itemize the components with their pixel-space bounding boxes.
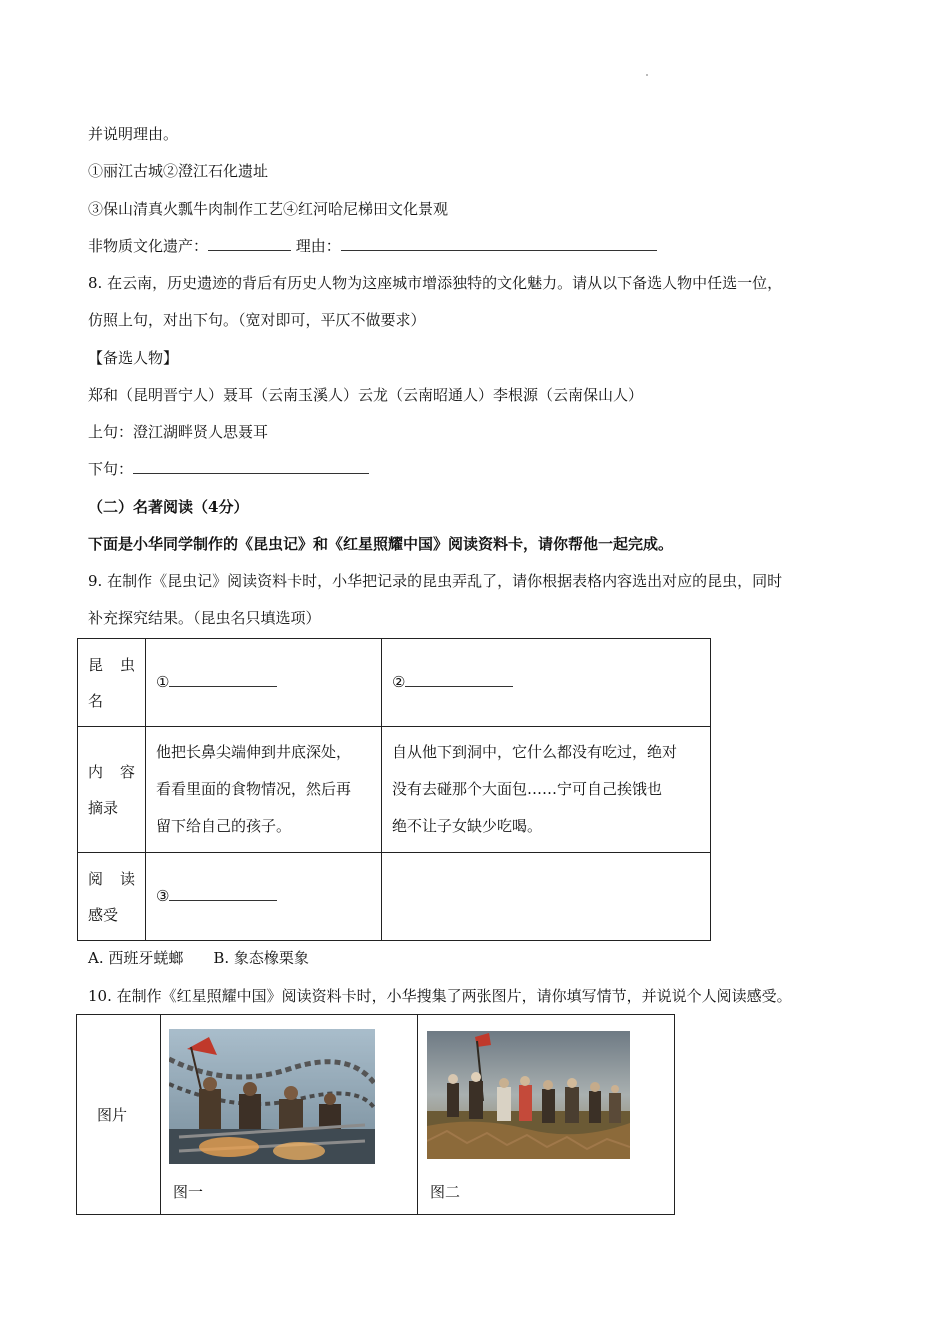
answer-cell-1[interactable] bbox=[146, 639, 382, 727]
lower-couplet-label: 下句： bbox=[88, 460, 134, 478]
candidates-list: 郑和（昆明晋宁人）聂耳（云南玉溪人）云龙（云南昭通人）李根源（云南保山人） bbox=[88, 386, 644, 404]
excerpt-line: 绝不让子女缺少吃喝。 bbox=[392, 817, 543, 835]
question-8-line2: 仿照上句，对出下句。（宽对即可，平仄不做要求） bbox=[88, 311, 426, 329]
table-row bbox=[78, 639, 711, 727]
painting-image-2 bbox=[427, 1031, 630, 1159]
text-line: ③保山清真火瓢牛肉制作工艺④红河哈尼梯田文化景观 bbox=[88, 200, 449, 218]
scan-dot bbox=[646, 74, 648, 76]
table-row bbox=[77, 1015, 675, 1215]
header-text: 图片 bbox=[97, 1106, 128, 1124]
picture-table bbox=[76, 1014, 675, 1215]
excerpt-cell-1 bbox=[146, 727, 382, 853]
text-line: 并说明理由。 bbox=[88, 125, 179, 143]
insect-options: A. 西班牙蜣螂 B. 象态橡栗象 bbox=[88, 949, 309, 967]
blank-heritage[interactable] bbox=[208, 236, 291, 251]
question-8-line1: 8. 在云南，历史遗迹的背后有历史人物为这座城市增添独特的文化魅力。请从以下备选人物中任选一位， bbox=[88, 274, 783, 292]
header-cell bbox=[78, 853, 146, 941]
excerpt-cell-2 bbox=[382, 727, 711, 853]
candidates-title: 【备选人物】 bbox=[88, 349, 179, 367]
header-cell bbox=[78, 727, 146, 853]
picture-cell-1 bbox=[161, 1015, 418, 1215]
table-row bbox=[78, 853, 711, 941]
excerpt-line: 没有去碰那个大面包……宁可自己挨饿也 bbox=[392, 780, 663, 798]
table-row bbox=[78, 727, 711, 853]
cell-marker: ③ bbox=[156, 887, 170, 905]
answer-line-heritage bbox=[88, 236, 657, 256]
lower-couplet-line bbox=[88, 459, 369, 479]
header-text: 阅 读 bbox=[88, 869, 135, 888]
label-heritage: 非物质文化遗产： bbox=[88, 237, 209, 255]
question-9-line2: 补充探究结果。（昆虫名只填选项） bbox=[88, 609, 321, 627]
picture-caption-2: 图二 bbox=[430, 1183, 461, 1201]
painting-1-svg bbox=[169, 1029, 375, 1164]
picture-cell-2 bbox=[418, 1015, 675, 1215]
blank-insect-2[interactable] bbox=[405, 672, 513, 687]
blank-lower-couplet[interactable] bbox=[133, 459, 369, 474]
excerpt-line: 看看里面的食物情况，然后再 bbox=[156, 780, 352, 798]
painting-image-1 bbox=[169, 1029, 375, 1164]
answer-cell-3[interactable] bbox=[146, 853, 382, 941]
excerpt-line: 留下给自己的孩子。 bbox=[156, 817, 292, 835]
header-text: 内 容 bbox=[88, 762, 135, 781]
header-text: 感受 bbox=[88, 905, 119, 924]
question-10: 10. 在制作《红星照耀中国》阅读资料卡时，小华搜集了两张图片，请你填写情节，并说说个人阅读感受。 bbox=[88, 987, 792, 1005]
blank-insect-1[interactable] bbox=[169, 672, 277, 687]
answer-cell-2[interactable] bbox=[382, 639, 711, 727]
blank-feeling[interactable] bbox=[169, 886, 277, 901]
label-reason: 理由： bbox=[295, 237, 341, 255]
excerpt-line: 自从他下到洞中，它什么都没有吃过，绝对 bbox=[392, 743, 678, 761]
header-text: 名 bbox=[88, 691, 104, 710]
blank-reason[interactable] bbox=[341, 236, 657, 251]
header-cell bbox=[77, 1015, 161, 1215]
picture-caption-1: 图一 bbox=[173, 1183, 204, 1201]
section-heading: （二）名著阅读（4分） bbox=[88, 498, 249, 516]
upper-couplet: 上句：澄江湖畔贤人思聂耳 bbox=[88, 423, 269, 441]
header-text: 摘录 bbox=[88, 798, 119, 817]
section-intro: 下面是小华同学制作的《昆虫记》和《红星照耀中国》阅读资料卡，请你帮他一起完成。 bbox=[88, 535, 674, 553]
question-9-line1: 9. 在制作《昆虫记》阅读资料卡时，小华把记录的昆虫弄乱了，请你根据表格内容选出对应的昆虫，同时 bbox=[88, 572, 783, 590]
excerpt-line: 他把长鼻尖端伸到井底深处， bbox=[156, 743, 352, 761]
insect-record-table bbox=[77, 638, 711, 941]
header-text: 昆 虫 bbox=[88, 655, 135, 674]
empty-cell bbox=[382, 853, 711, 941]
cell-marker: ② bbox=[392, 673, 406, 691]
cell-marker: ① bbox=[156, 673, 170, 691]
text-line: ①丽江古城②澄江石化遗址 bbox=[88, 162, 269, 180]
header-cell bbox=[78, 639, 146, 727]
painting-2-svg bbox=[427, 1031, 630, 1159]
